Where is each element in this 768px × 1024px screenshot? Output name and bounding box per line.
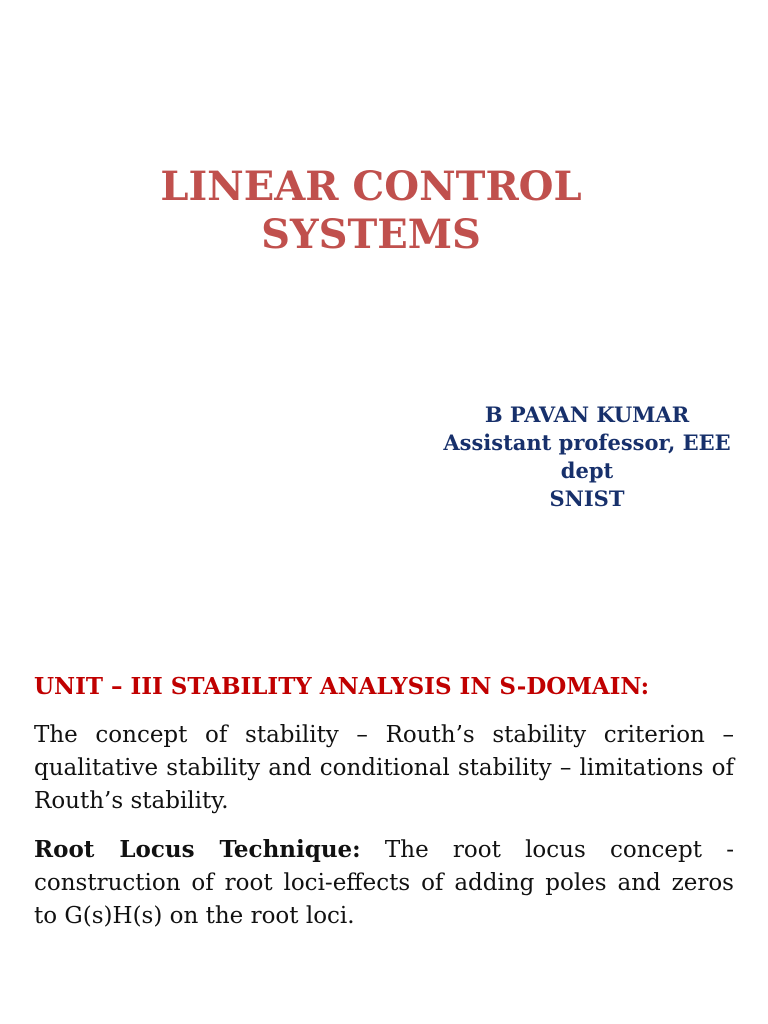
author-block [418,401,756,513]
author-dept: dept [560,458,614,483]
syllabus-paragraph-root-locus [34,833,734,933]
root-locus-lead: Root Locus Technique: [34,836,361,863]
syllabus-paragraph-stability: The concept of stability – Routh’s stability criterion – qualitative stability and conditional stability – limitations of Routh’s stability. [34,722,734,814]
title-line-1: LINEAR CONTROL [160,163,582,210]
author-institution: SNIST [549,486,625,511]
author-role: Assistant professor, EEE [443,430,731,455]
slide-title [0,163,742,259]
unit-heading: UNIT – III STABILITY ANALYSIS IN S-DOMAIN: [34,673,650,700]
title-line-2: SYSTEMS [261,211,481,258]
author-name: B PAVAN KUMAR [484,402,690,427]
root-locus-body: The root locus concept - construction of root loci-effects of adding poles and zeros to G(s)H(s) on the root loci. [34,837,734,929]
